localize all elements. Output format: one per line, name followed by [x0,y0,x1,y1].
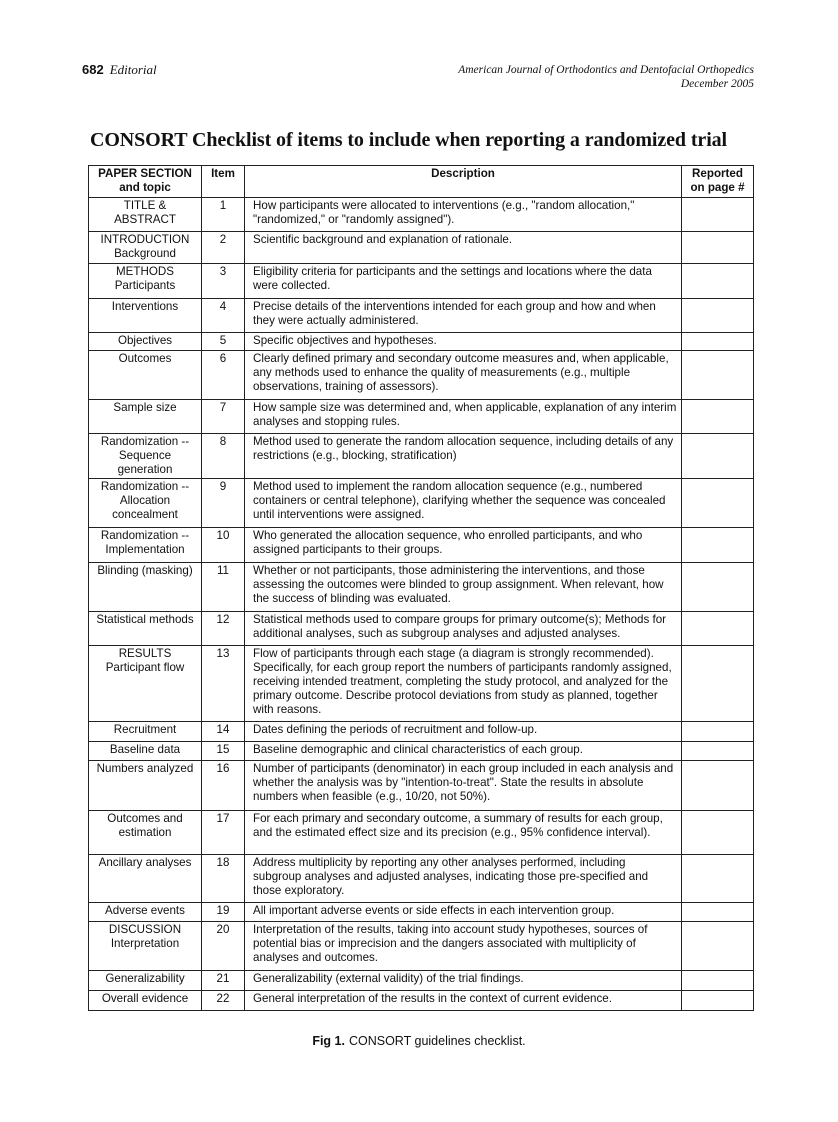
description-cell: Interpretation of the results, taking into account study hypotheses, sources of potential bias or imprecision and the dangers associated with multiplicity of analyses and outcomes. [245,922,682,971]
description-cell: Method used to implement the random allocation sequence (e.g., numbered containers or central telephone), clarifying whether the sequence was concealed until interventions were assigned. [245,479,682,528]
item-cell: 12 [202,612,245,646]
item-cell: 2 [202,232,245,264]
reported-page-cell [682,528,754,563]
issue-date: December 2005 [680,78,754,90]
section-cell: Sample size [89,400,202,434]
figure-caption [0,1034,838,1048]
reported-page-cell [682,855,754,903]
section-cell: TITLE & ABSTRACT [89,198,202,232]
section-cell: Randomization -- Sequence generation [89,434,202,479]
item-cell: 10 [202,528,245,563]
description-cell: Eligibility criteria for participants and the settings and locations where the data were collected. [245,264,682,299]
section-cell: Objectives [89,333,202,351]
section-cell: Recruitment [89,722,202,742]
section-cell: INTRODUCTION Background [89,232,202,264]
section-cell: Numbers analyzed [89,761,202,811]
table-row [89,198,754,232]
reported-page-cell [682,299,754,333]
section-cell: RESULTS Participant flow [89,646,202,722]
reported-page-cell [682,563,754,612]
item-cell: 1 [202,198,245,232]
reported-page-cell [682,722,754,742]
caption-label: Fig 1. [312,1034,345,1048]
table-row [89,811,754,855]
description-cell: Baseline demographic and clinical characteristics of each group. [245,742,682,761]
description-cell: General interpretation of the results in the context of current evidence. [245,991,682,1011]
description-cell: Dates defining the periods of recruitment and follow-up. [245,722,682,742]
description-cell: Address multiplicity by reporting any other analyses performed, including subgroup analyses and adjusted analyses, indicating those pre-specified and those exploratory. [245,855,682,903]
table-row [89,400,754,434]
description-cell: All important adverse events or side effects in each intervention group. [245,903,682,922]
item-cell: 17 [202,811,245,855]
section-cell: Ancillary analyses [89,855,202,903]
reported-page-cell [682,903,754,922]
section-cell: Overall evidence [89,991,202,1011]
table-row [89,761,754,811]
reported-page-cell [682,742,754,761]
description-cell: For each primary and secondary outcome, a summary of results for each group, and the estimated effect size and its precision (e.g., 95% confidence interval). [245,811,682,855]
table-row [89,264,754,299]
caption-text: CONSORT guidelines checklist. [348,1034,526,1048]
reported-page-cell [682,264,754,299]
running-header-right [458,63,754,91]
table-row [89,855,754,903]
reported-page-cell [682,198,754,232]
description-cell: Number of participants (denominator) in each group included in each analysis and whether the analysis was by "intention-to-treat". State the results in absolute numbers when feasible (e.g., 10/20, not 50%). [245,761,682,811]
table-row [89,646,754,722]
section-cell: Outcomes and estimation [89,811,202,855]
table-row [89,563,754,612]
consort-checklist-table [88,165,754,1011]
item-cell: 14 [202,722,245,742]
item-cell: 20 [202,922,245,971]
section-cell: Blinding (masking) [89,563,202,612]
description-cell: Who generated the allocation sequence, who enrolled participants, and who assigned participants to their groups. [245,528,682,563]
table-row [89,351,754,400]
description-cell: Generalizability (external validity) of the trial findings. [245,971,682,991]
description-cell: Precise details of the interventions intended for each group and how and when they were actually administered. [245,299,682,333]
reported-page-cell [682,612,754,646]
table-row [89,232,754,264]
table-row [89,434,754,479]
item-cell: 15 [202,742,245,761]
column-header-section: PAPER SECTION and topic [89,166,202,198]
journal-name: American Journal of Orthodontics and Dentofacial Orthopedics [458,64,754,76]
column-header-description: Description [245,166,682,198]
checklist-title: CONSORT Checklist of items to include when reporting a randomized trial [90,129,728,151]
column-header-reported: Reported on page # [682,166,754,198]
item-cell: 8 [202,434,245,479]
description-cell: Scientific background and explanation of rationale. [245,232,682,264]
table-row [89,903,754,922]
description-cell: How sample size was determined and, when applicable, explanation of any interim analyses and stopping rules. [245,400,682,434]
description-cell: Statistical methods used to compare groups for primary outcome(s); Methods for additional analyses, such as subgroup analyses and adjusted analyses. [245,612,682,646]
section-cell: Adverse events [89,903,202,922]
item-cell: 6 [202,351,245,400]
table-row [89,722,754,742]
table-row [89,333,754,351]
reported-page-cell [682,971,754,991]
section-name: Editorial [109,62,157,77]
reported-page-cell [682,811,754,855]
item-cell: 18 [202,855,245,903]
running-header-left [82,62,157,78]
section-cell: METHODS Participants [89,264,202,299]
section-cell: Randomization -- Implementation [89,528,202,563]
description-cell: Whether or not participants, those administering the interventions, and those assessing the outcomes were blinded to group assignment. When relevant, how the success of blinding was evaluated. [245,563,682,612]
item-cell: 22 [202,991,245,1011]
reported-page-cell [682,922,754,971]
table-row [89,742,754,761]
table-row [89,612,754,646]
item-cell: 9 [202,479,245,528]
item-cell: 4 [202,299,245,333]
description-cell: Flow of participants through each stage (a diagram is strongly recommended). Specifically, for each group report the numbers of participants randomly assigned, receiving intended treatment, completing the study protocol, and analyzed for the primary outcome. Describe protocol deviations from study as planned, together with reasons. [245,646,682,722]
reported-page-cell [682,761,754,811]
column-header-item: Item [202,166,245,198]
item-cell: 3 [202,264,245,299]
table-row [89,528,754,563]
table-header-row [89,166,754,198]
description-cell: Clearly defined primary and secondary outcome measures and, when applicable, any methods used to enhance the quality of measurements (e.g., multiple observations, training of assessors). [245,351,682,400]
section-cell: DISCUSSION Interpretation [89,922,202,971]
reported-page-cell [682,232,754,264]
table-row [89,922,754,971]
section-cell: Baseline data [89,742,202,761]
reported-page-cell [682,991,754,1011]
description-cell: Specific objectives and hypotheses. [245,333,682,351]
description-cell: Method used to generate the random allocation sequence, including details of any restrictions (e.g., blocking, stratification) [245,434,682,479]
reported-page-cell [682,351,754,400]
section-cell: Statistical methods [89,612,202,646]
item-cell: 21 [202,971,245,991]
item-cell: 7 [202,400,245,434]
reported-page-cell [682,646,754,722]
item-cell: 5 [202,333,245,351]
reported-page-cell [682,333,754,351]
item-cell: 16 [202,761,245,811]
section-cell: Interventions [89,299,202,333]
table-row [89,479,754,528]
item-cell: 13 [202,646,245,722]
section-cell: Generalizability [89,971,202,991]
item-cell: 19 [202,903,245,922]
page-number: 682 [82,62,104,77]
section-cell: Outcomes [89,351,202,400]
reported-page-cell [682,479,754,528]
table-row [89,971,754,991]
reported-page-cell [682,400,754,434]
table-row [89,991,754,1011]
reported-page-cell [682,434,754,479]
section-cell: Randomization -- Allocation concealment [89,479,202,528]
table-row [89,299,754,333]
description-cell: How participants were allocated to interventions (e.g., "random allocation," "randomized," or "randomly assigned"). [245,198,682,232]
item-cell: 11 [202,563,245,612]
